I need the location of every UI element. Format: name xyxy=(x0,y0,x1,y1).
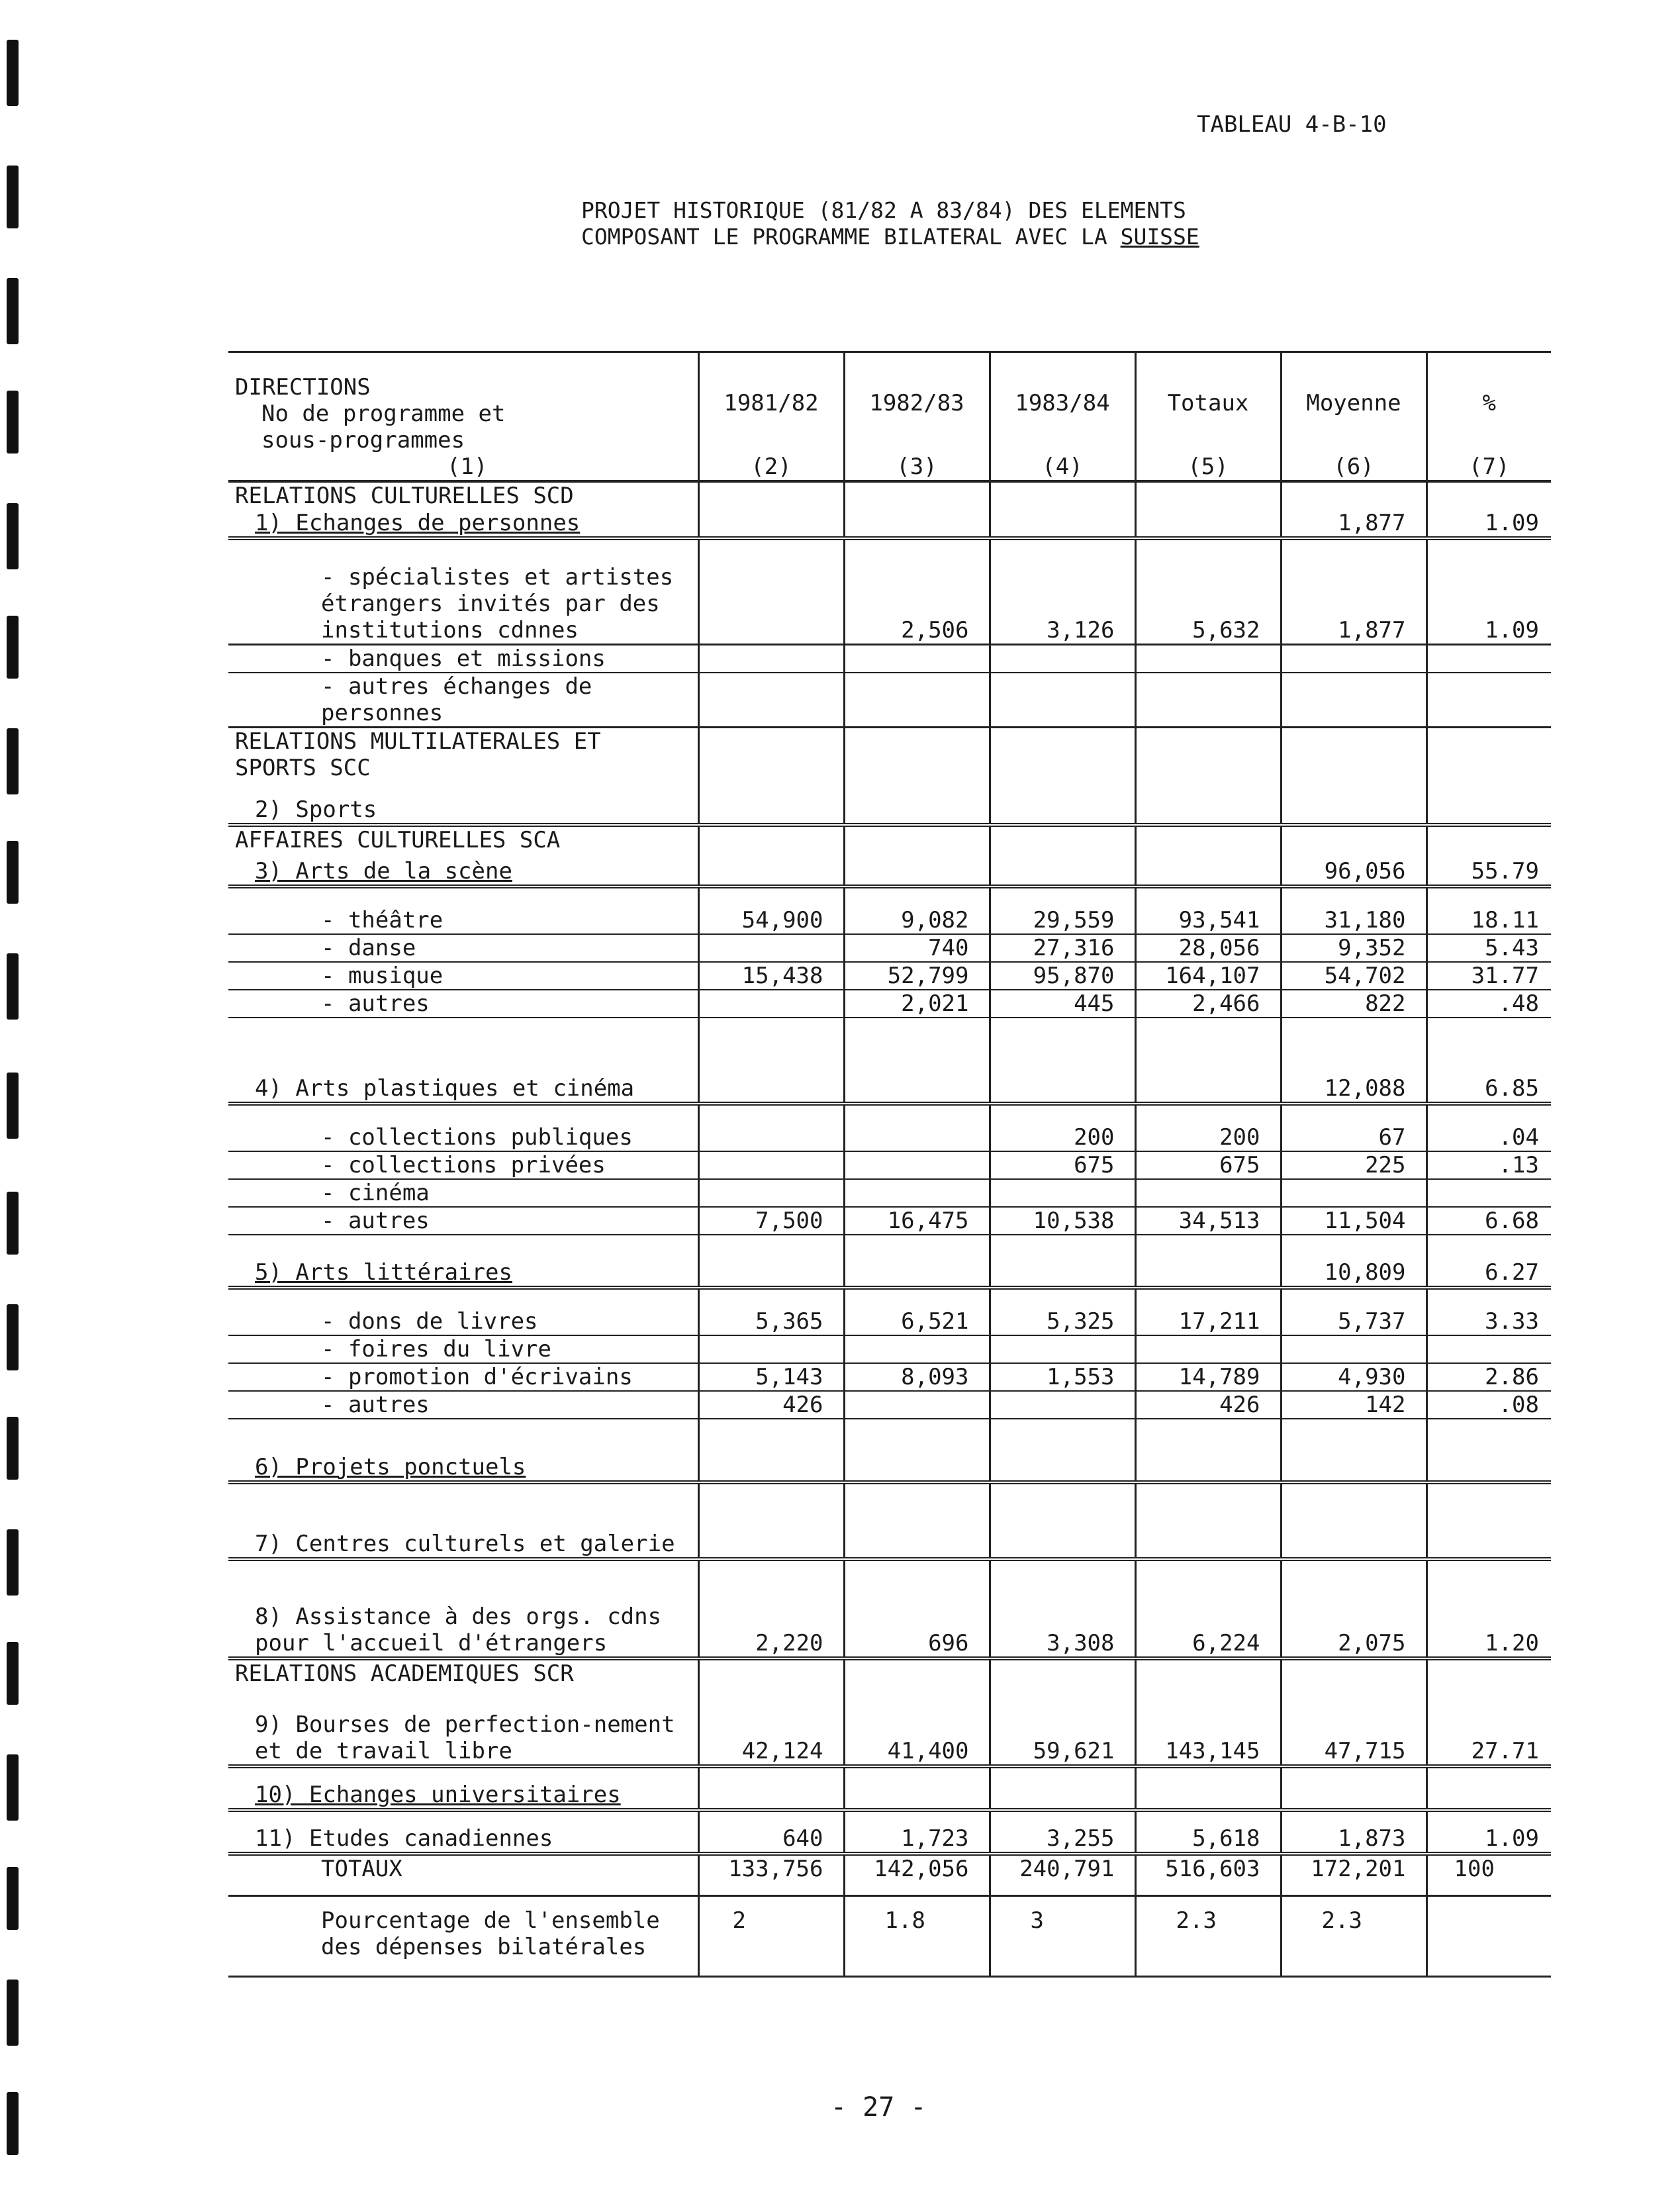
col-header-totaux: Totaux xyxy=(1135,352,1281,454)
cell-pct: 6.85 xyxy=(1426,1018,1551,1104)
table-row xyxy=(228,1363,1551,1391)
scan-mark xyxy=(7,1642,19,1705)
table-row xyxy=(228,509,1551,538)
cell-1982: 9,082 xyxy=(844,886,990,934)
cell-pct: 1.09 xyxy=(1426,509,1551,538)
cell-totaux: 2.3 xyxy=(1135,1896,1281,1977)
col-number: (5) xyxy=(1135,454,1281,481)
cell-1981: 7,500 xyxy=(698,1207,844,1235)
cell-pct: .13 xyxy=(1426,1151,1551,1179)
cell-1981: 640 xyxy=(698,1810,844,1854)
cell-moyenne: 9,352 xyxy=(1281,934,1426,962)
col-header-line: sous-programmes xyxy=(261,427,465,454)
cell-moyenne: 4,930 xyxy=(1281,1363,1426,1391)
cell-moyenne: 1,873 xyxy=(1281,1810,1426,1854)
table-row xyxy=(228,1335,1551,1363)
row-label xyxy=(228,1419,698,1482)
section-row xyxy=(228,1658,1551,1687)
row-label: - autres xyxy=(228,1207,698,1235)
row-label: - foires du livre xyxy=(228,1335,698,1363)
cell-1982: 142,056 xyxy=(844,1854,990,1896)
scan-mark xyxy=(7,278,19,344)
cell-totaux: 426 xyxy=(1135,1391,1281,1419)
cell-totaux: 2,466 xyxy=(1135,990,1281,1018)
cell-1982: 41,400 xyxy=(844,1687,990,1766)
row-label: - collections privées xyxy=(228,1151,698,1179)
cell-moyenne: 822 xyxy=(1281,990,1426,1018)
row-label-text: 3) Arts de la scène xyxy=(255,857,512,884)
cell-moyenne: 96,056 xyxy=(1281,853,1426,886)
row-label-text: 5) Arts littéraires xyxy=(255,1259,512,1286)
table-row xyxy=(228,1391,1551,1419)
cell-moyenne: 1,877 xyxy=(1281,538,1426,644)
col-number: (1) xyxy=(228,454,698,481)
row-label xyxy=(228,1766,698,1810)
table-row xyxy=(228,1482,1551,1559)
table-row xyxy=(228,1766,1551,1810)
cell-pct: .08 xyxy=(1426,1391,1551,1419)
row-label-text: 1) Echanges de personnes xyxy=(255,510,581,536)
cell-1983: 675 xyxy=(990,1151,1135,1179)
cell-pct: 55.79 xyxy=(1426,853,1551,886)
scan-mark xyxy=(7,166,19,228)
row-label: - musique xyxy=(228,962,698,990)
scan-mark xyxy=(7,616,19,679)
cell-moyenne: 47,715 xyxy=(1281,1687,1426,1766)
col-header-1982: 1982/83 xyxy=(844,352,990,454)
col-number: (6) xyxy=(1281,454,1426,481)
col-header-line: No de programme et xyxy=(261,401,506,427)
table-row xyxy=(228,1151,1551,1179)
cell-moyenne: 12,088 xyxy=(1281,1018,1426,1104)
cell-moyenne: 2.3 xyxy=(1281,1896,1426,1977)
row-label: TOTAUX xyxy=(228,1854,698,1896)
cell-1981: 54,900 xyxy=(698,886,844,934)
cell-1982: 6,521 xyxy=(844,1288,990,1335)
scan-mark xyxy=(7,728,19,794)
section-row xyxy=(228,825,1551,853)
cell-totaux: 675 xyxy=(1135,1151,1281,1179)
title-country: SUISSE xyxy=(1120,224,1199,250)
cell-1982: 740 xyxy=(844,934,990,962)
cell-1983: 3,126 xyxy=(990,538,1135,644)
scan-mark xyxy=(7,503,19,569)
section-row xyxy=(228,481,1551,509)
col-number: (7) xyxy=(1426,454,1551,481)
section-row xyxy=(228,727,1551,781)
cell-pct: 2.86 xyxy=(1426,1363,1551,1391)
cell-1981: 2,220 xyxy=(698,1559,844,1658)
cell-1983: 240,791 xyxy=(990,1854,1135,1896)
row-label: - dons de livres xyxy=(228,1288,698,1335)
cell-pct: 5.43 xyxy=(1426,934,1551,962)
col-header-1983: 1983/84 xyxy=(990,352,1135,454)
cell-totaux: 28,056 xyxy=(1135,934,1281,962)
header-number-row xyxy=(228,454,1551,481)
cell-pct: 27.71 xyxy=(1426,1687,1551,1766)
cell-1982: 2,021 xyxy=(844,990,990,1018)
cell-1983: 1,553 xyxy=(990,1363,1135,1391)
table-row xyxy=(228,644,1551,673)
table-row xyxy=(228,962,1551,990)
col-header-moyenne: Moyenne xyxy=(1281,352,1426,454)
cell-1981: 426 xyxy=(698,1391,844,1419)
cell-1983: 27,316 xyxy=(990,934,1135,962)
cell-totaux: 164,107 xyxy=(1135,962,1281,990)
table-row xyxy=(228,934,1551,962)
cell-pct: .04 xyxy=(1426,1104,1551,1151)
row-label: - banques et missions xyxy=(228,644,698,673)
budget-table xyxy=(228,351,1551,1978)
col-header-1981: 1981/82 xyxy=(698,352,844,454)
cell-moyenne: 1,877 xyxy=(1281,509,1426,538)
table-row xyxy=(228,1419,1551,1482)
table-row xyxy=(228,1810,1551,1854)
section-label: RELATIONS MULTILATERALES ET SPORTS SCC xyxy=(228,727,698,781)
row-label: - collections publiques xyxy=(228,1104,698,1151)
cell-1983: 3,308 xyxy=(990,1559,1135,1658)
row-label: Pourcentage de l'ensemble des dépenses bilatérales xyxy=(228,1896,698,1977)
row-label: - autres xyxy=(228,990,698,1018)
scan-mark xyxy=(7,391,19,454)
cell-pct: .48 xyxy=(1426,990,1551,1018)
title-line-2-prefix: COMPOSANT LE PROGRAMME BILATERAL AVEC LA xyxy=(581,224,1121,250)
cell-totaux: 200 xyxy=(1135,1104,1281,1151)
cell-moyenne: 2,075 xyxy=(1281,1559,1426,1658)
page-number: - 27 - xyxy=(831,2092,927,2123)
title-line-1: PROJET HISTORIQUE (81/82 A 83/84) DES ELEMENTS xyxy=(581,197,1186,223)
cell-moyenne: 67 xyxy=(1281,1104,1426,1151)
row-label: 8) Assistance à des orgs. cdns pour l'accueil d'étrangers xyxy=(228,1559,698,1658)
cell-moyenne: 31,180 xyxy=(1281,886,1426,934)
cell-1983: 3,255 xyxy=(990,1810,1135,1854)
cell-totaux: 516,603 xyxy=(1135,1854,1281,1896)
col-header-pct: % xyxy=(1426,352,1551,454)
cell-1983: 445 xyxy=(990,990,1135,1018)
table-row xyxy=(228,1288,1551,1335)
row-label: 9) Bourses de perfection-nement et de travail libre xyxy=(228,1687,698,1766)
cell-1983: 200 xyxy=(990,1104,1135,1151)
row-label: - promotion d'écrivains xyxy=(228,1363,698,1391)
section-label: AFFAIRES CULTURELLES SCA xyxy=(235,826,561,853)
col-number: (4) xyxy=(990,454,1135,481)
col-header-line: DIRECTIONS xyxy=(235,374,371,401)
table-row xyxy=(228,1104,1551,1151)
cell-totaux: 14,789 xyxy=(1135,1363,1281,1391)
cell-pct: 18.11 xyxy=(1426,886,1551,934)
cell-moyenne: 5,737 xyxy=(1281,1288,1426,1335)
cell-1981: 5,143 xyxy=(698,1363,844,1391)
page-title xyxy=(581,197,1199,250)
scan-mark xyxy=(7,1417,19,1480)
section-label: RELATIONS ACADEMIQUES SCR xyxy=(235,1660,574,1687)
row-label: 2) Sports xyxy=(228,781,698,825)
table-row xyxy=(228,1559,1551,1658)
cell-pct: 6.68 xyxy=(1426,1207,1551,1235)
cell-1981: 5,365 xyxy=(698,1288,844,1335)
cell-pct: 1.09 xyxy=(1426,538,1551,644)
cell-1982: 696 xyxy=(844,1559,990,1658)
table-row xyxy=(228,538,1551,644)
cell-totaux: 93,541 xyxy=(1135,886,1281,934)
scan-mark xyxy=(7,1192,19,1255)
row-label xyxy=(228,853,698,886)
row-label-text: 10) Echanges universitaires xyxy=(255,1781,621,1808)
cell-moyenne: 10,809 xyxy=(1281,1235,1426,1288)
table-id: TABLEAU 4-B-10 xyxy=(1197,111,1387,138)
totals-row xyxy=(228,1854,1551,1896)
cell-1981: 42,124 xyxy=(698,1687,844,1766)
cell-pct: 31.77 xyxy=(1426,962,1551,990)
row-label: - théâtre xyxy=(228,886,698,934)
col-header-program xyxy=(228,352,698,454)
scan-mark xyxy=(7,2092,19,2155)
row-label xyxy=(228,1235,698,1288)
row-label-text: 6) Projets ponctuels xyxy=(255,1453,526,1480)
row-label: 7) Centres culturels et galerie xyxy=(228,1482,698,1559)
cell-1982: 8,093 xyxy=(844,1363,990,1391)
row-label: - spécialistes et artistes étrangers invités par des institutions cdnnes xyxy=(321,563,674,644)
scan-mark xyxy=(7,1980,19,2046)
row-label: - cinéma xyxy=(228,1179,698,1207)
cell-1983: 59,621 xyxy=(990,1687,1135,1766)
scan-mark xyxy=(7,1304,19,1370)
cell-1981: 15,438 xyxy=(698,962,844,990)
cell-1982: 1,723 xyxy=(844,1810,990,1854)
table-row xyxy=(228,1018,1551,1104)
cell-1983: 95,870 xyxy=(990,962,1135,990)
table-row xyxy=(228,990,1551,1018)
row-label: - autres xyxy=(228,1391,698,1419)
cell-totaux: 5,632 xyxy=(1135,538,1281,644)
scan-mark xyxy=(7,1073,19,1139)
scan-mark xyxy=(7,1867,19,1930)
cell-moyenne: 172,201 xyxy=(1281,1854,1426,1896)
cell-moyenne: 11,504 xyxy=(1281,1207,1426,1235)
cell-1983: 5,325 xyxy=(990,1288,1135,1335)
cell-1982: 16,475 xyxy=(844,1207,990,1235)
scan-mark xyxy=(7,841,19,904)
cell-moyenne: 54,702 xyxy=(1281,962,1426,990)
cell-pct: 6.27 xyxy=(1426,1235,1551,1288)
row-label: - danse xyxy=(228,934,698,962)
scan-mark xyxy=(7,953,19,1020)
cell-totaux: 6,224 xyxy=(1135,1559,1281,1658)
table-row xyxy=(228,1687,1551,1766)
cell-pct: 3.33 xyxy=(1426,1288,1551,1335)
cell-1983: 29,559 xyxy=(990,886,1135,934)
scan-mark xyxy=(7,40,19,106)
table-row xyxy=(228,886,1551,934)
cell-totaux: 143,145 xyxy=(1135,1687,1281,1766)
row-label xyxy=(228,509,698,538)
cell-1983: 10,538 xyxy=(990,1207,1135,1235)
cell-pct: 1.20 xyxy=(1426,1559,1551,1658)
col-number: (2) xyxy=(698,454,844,481)
row-label: 11) Etudes canadiennes xyxy=(255,1825,553,1852)
percentage-row xyxy=(228,1896,1551,1977)
header-row xyxy=(228,352,1551,454)
table-row xyxy=(228,1179,1551,1207)
cell-1982: 52,799 xyxy=(844,962,990,990)
cell-1982: 1.8 xyxy=(844,1896,990,1977)
cell-1983: 3 xyxy=(990,1896,1135,1977)
cell-pct: 100 xyxy=(1426,1854,1551,1896)
section-label: RELATIONS CULTURELLES SCD xyxy=(235,483,574,509)
col-number: (3) xyxy=(844,454,990,481)
row-label: 4) Arts plastiques et cinéma xyxy=(228,1018,698,1104)
cell-1981: 133,756 xyxy=(698,1854,844,1896)
table-row xyxy=(228,673,1551,728)
cell-totaux: 5,618 xyxy=(1135,1810,1281,1854)
table-row xyxy=(228,1207,1551,1235)
cell-1982: 2,506 xyxy=(844,538,990,644)
scan-mark xyxy=(7,1754,19,1821)
table-row xyxy=(228,1235,1551,1288)
cell-totaux: 17,211 xyxy=(1135,1288,1281,1335)
cell-1981: 2 xyxy=(698,1896,844,1977)
table-row xyxy=(228,781,1551,825)
cell-moyenne: 225 xyxy=(1281,1151,1426,1179)
cell-totaux: 34,513 xyxy=(1135,1207,1281,1235)
table-row xyxy=(228,853,1551,886)
cell-pct: 1.09 xyxy=(1426,1810,1551,1854)
title-line-2 xyxy=(581,224,1199,250)
scan-mark xyxy=(7,1529,19,1596)
row-label: - autres échanges de personnes xyxy=(321,673,592,726)
cell-moyenne: 142 xyxy=(1281,1391,1426,1419)
